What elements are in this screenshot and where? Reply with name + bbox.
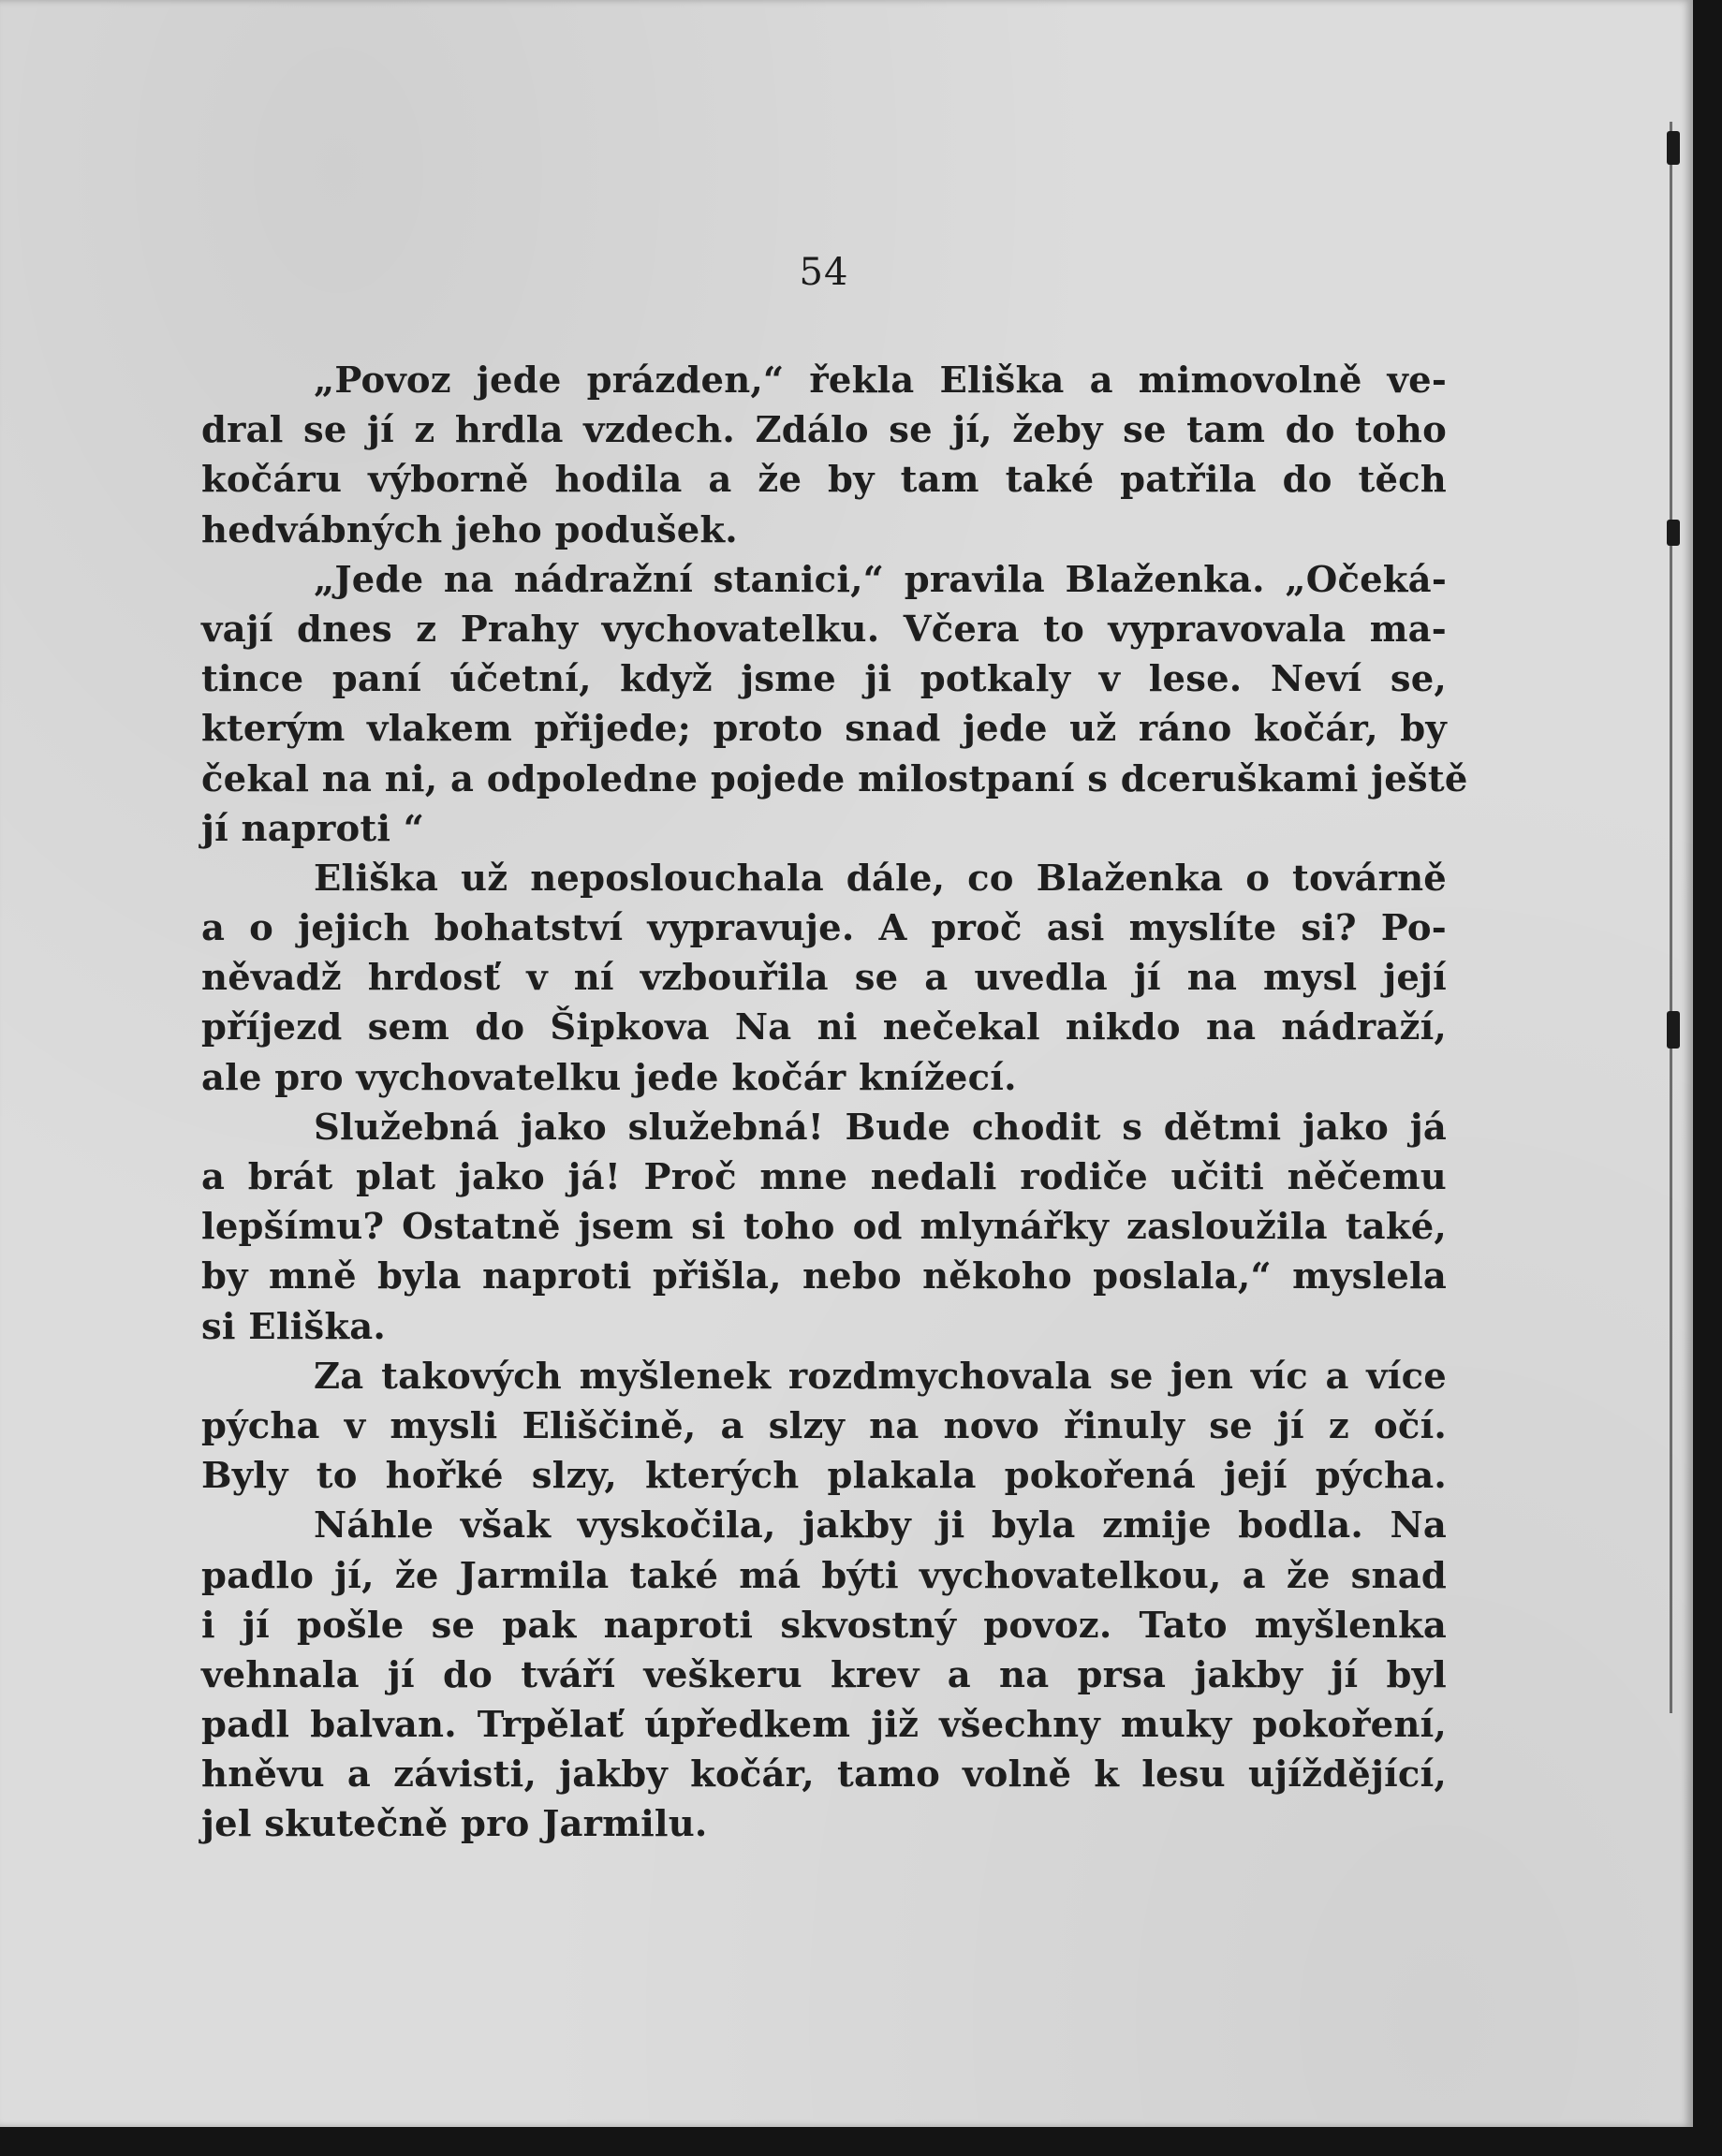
text-line: padlo jí, že Jarmila také má býti vychovatelkou, a že snad (201, 1554, 1447, 1597)
text-line: kočáru výborně hodila a že by tam také patřila do těch (201, 459, 1447, 502)
text-line: kterým vlakem přijede; proto snad jede už ráno kočár, by (201, 708, 1447, 751)
text-line: Za takových myšlenek rozdmychovala se jen víc a více (314, 1355, 1447, 1398)
binding-mark (1667, 131, 1680, 165)
text-line: tince paní účetní, když jsme ji potkaly v lese. Neví se, (201, 658, 1447, 701)
text-line: hedvábných jeho podušek. (201, 508, 738, 551)
text-line: „Povoz jede prázden,“ řekla Eliška a mimovolně ve- (314, 359, 1447, 402)
text-line: dral se jí z hrdla vzdech. Zdálo se jí, žeby se tam do toho (201, 409, 1447, 452)
body-text (201, 356, 1468, 1850)
text-line: něvadž hrdosť v ní vzbouřila se a uvedla jí na mysl její (201, 957, 1447, 1000)
text-line: i jí pošle se pak naproti skvostný povoz. Tato myšlenka (201, 1604, 1447, 1647)
text-line: hněvu a závisti, jakby kočár, tamo volně k lesu ujíždějící, (201, 1753, 1447, 1797)
text-line: vají dnes z Prahy vychovatelku. Včera to vypravovala ma- (201, 608, 1447, 651)
text-line: pýcha v mysli Eliščině, a slzy na novo řinuly se jí z očí. (201, 1404, 1447, 1447)
text-line: příjezd sem do Šipkova Na ni nečekal nikdo na nádraží, (201, 1006, 1447, 1049)
text-line: padl balvan. Trpělať úpředkem již všechny muky pokoření, (201, 1704, 1447, 1747)
text-line: by mně byla naproti přišla, nebo někoho poslala,“ myslela (201, 1255, 1447, 1298)
text-line: jí naproti “ (201, 807, 425, 850)
text-line: vehnala jí do tváří veškeru krev a na prsa jakby jí byl (201, 1653, 1447, 1696)
page-number: 54 (799, 251, 849, 294)
text-line: lepšímu? Ostatně jsem si toho od mlynářky zasloužila také, (201, 1206, 1447, 1249)
text-line: „Jede na nádražní stanici,“ pravila Blaženka. „Očeká- (314, 558, 1447, 601)
text-line: Služebná jako služebná! Bude chodit s dětmi jako já (314, 1106, 1447, 1149)
text-line: Eliška už neposlouchala dále, co Blaženka o továrně (314, 857, 1447, 900)
binding-mark (1667, 520, 1680, 546)
text-line: Byly to hořké slzy, kterých plakala pokořená její pýcha. (201, 1455, 1447, 1498)
text-line: čekal na ni, a odpoledne pojede milostpaní s dceruškami ještě (201, 757, 1468, 800)
text-line: si Eliška. (201, 1305, 387, 1348)
binding-mark (1667, 1011, 1680, 1049)
text-line: jel skutečně pro Jarmilu. (201, 1803, 708, 1846)
text-line: a brát plat jako já! Proč mne nedali rodiče učiti něčemu (201, 1156, 1447, 1198)
text-line: ale pro vychovatelku jede kočár knížecí. (201, 1056, 1017, 1099)
text-line: Náhle však vyskočila, jakby ji byla zmije bodla. Na (314, 1504, 1447, 1547)
text-line: a o jejich bohatství vypravuje. A proč asi myslíte si? Po- (201, 907, 1447, 950)
page-edge-shadow (1670, 122, 1672, 1713)
